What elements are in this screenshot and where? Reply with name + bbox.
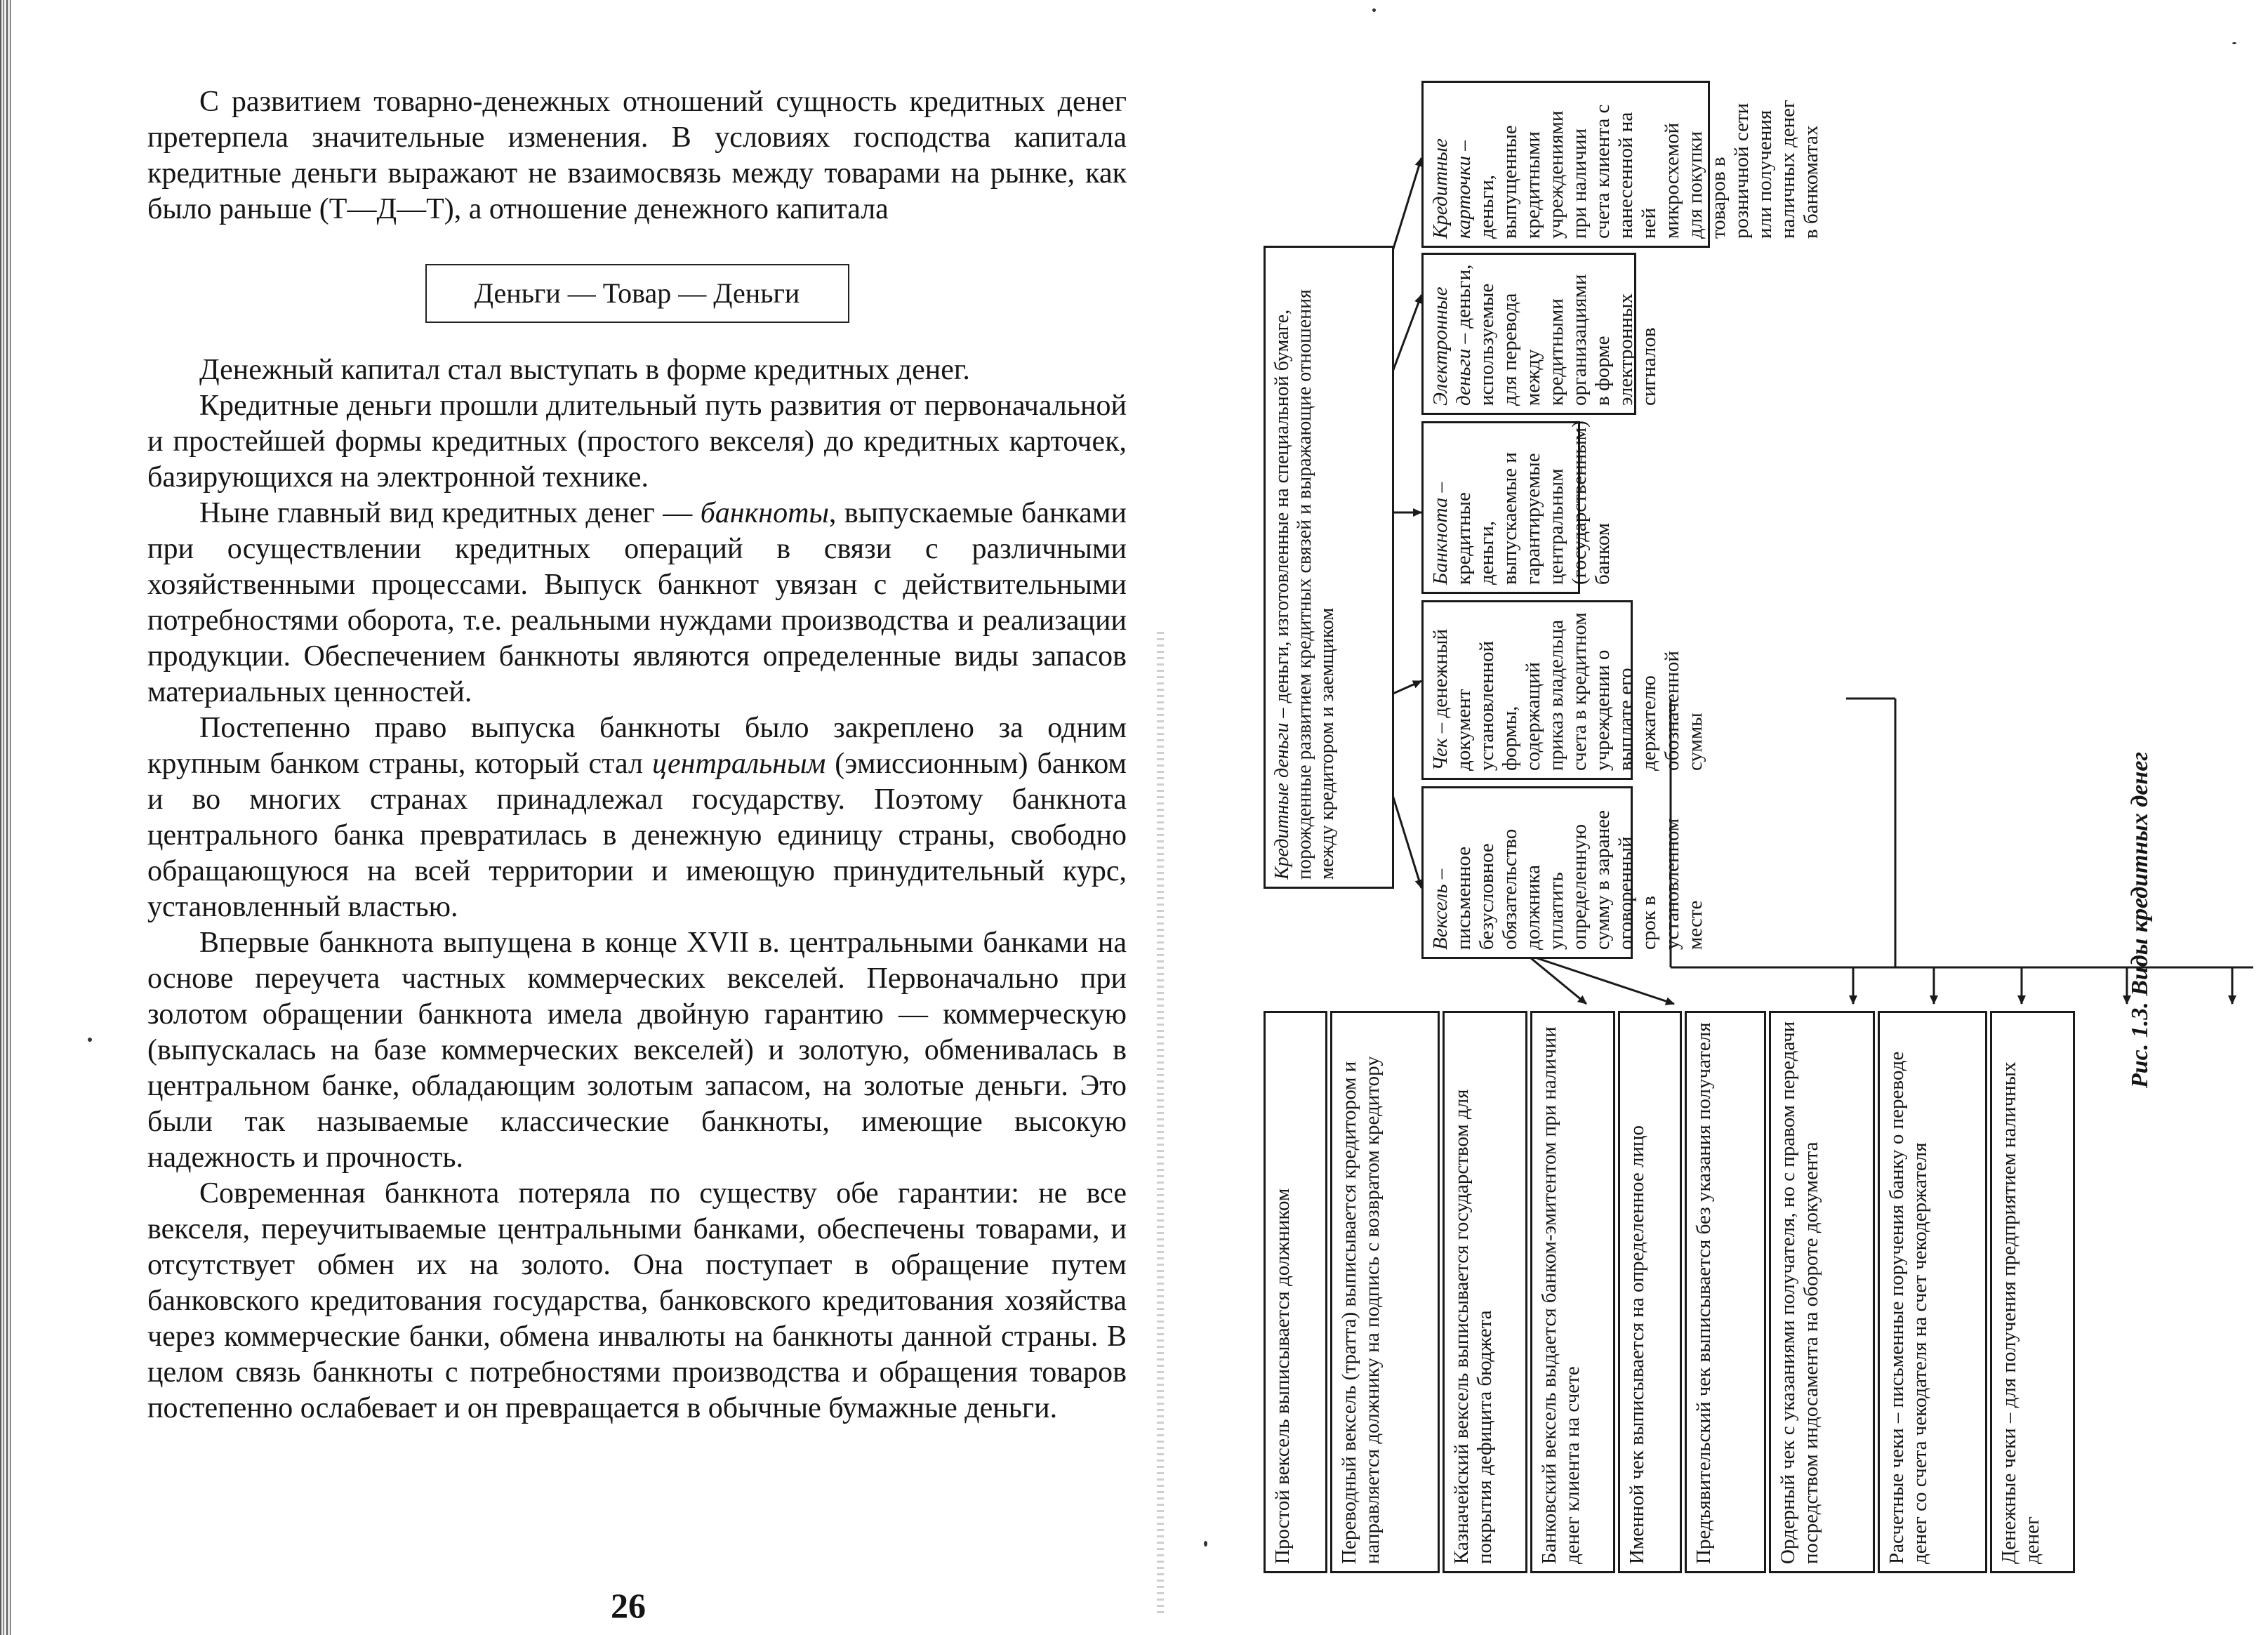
- paragraph-1: С развитием товарно-денежных отношений сущность кредитных денег претерпела значительные изменения. В условиях господства капитала кредитные деньги выражают не взаимосвязь между товарами на рынке, как было раньше (Т—Д—Т), а отношение денежного капитала: [147, 86, 1127, 225]
- subtype-box-4: Банковский вексель выдается банком-эмитентом при наличии денег клиента на счете: [1530, 1011, 1615, 1573]
- subtype-box-6: Предъявительский чек выписывается без указания получателя: [1685, 1011, 1766, 1573]
- type-box-banknote: Банкнота – кредитные деньги, выпускаемые и гарантируемые центральным (государственным) банком: [1421, 421, 1580, 594]
- type-box-bill: Вексель – письменное безусловное обязательство должника уплатить определенную сумму в заранее оговоренный срок в установленном месте: [1421, 786, 1633, 959]
- page-gutter: [1157, 632, 1164, 1615]
- term-banknotes: банкноты: [700, 497, 829, 529]
- type-box-electronic: Электронные деньги – деньги, используемые для перевода между кредитными организациями в форме электронных сигналов: [1421, 253, 1636, 415]
- paragraph-4: Ныне главный вид кредитных денег — банкноты, выпускаемые банками при осуществлении кредитных операций в связи с различными хозяйственными процессами. Выпуск банкнот увязан с действительными потребностями оборота, т.е. реальными нуждами производства и реализации продукции. Обеспечением банкноты являются определенные виды запасов материальных ценностей.: [147, 497, 1127, 708]
- root-text: – деньги, изготовленные на специальной бумаге, порожденные развитием кредитных связей и выражающие отношения между кредитором и заемщиком: [1271, 289, 1338, 880]
- subtype-box-3: Казначейский вексель выписывается государством для покрытия дефицита бюджета: [1443, 1011, 1527, 1573]
- page-number: 26: [611, 1586, 646, 1625]
- subtype-box-9: Денежные чеки – для получения предприятием наличных денег: [1990, 1011, 2075, 1573]
- type-box-cheque: Чек – денежный документ установленной формы, содержащий приказ владельца счета в кредитном учреждении о выплате его держателю обозначенной суммы: [1421, 600, 1633, 780]
- book-spine: [0, 0, 11, 1635]
- paragraph-5: Постепенно право выпуска банкноты было закреплено за одним крупным банком страны, который стал центральным (эмиссионным) банком и во многих странах принадлежал государству. Поэтому банкнота центрального банка превратилась в денежную единицу страны, свободно обращающуюся на всей территории и имеющую принудительный курс, установленный властью.: [147, 712, 1127, 923]
- subtype-box-1: Простой вексель выписывается должником: [1264, 1011, 1327, 1573]
- paragraph-3: Кредитные деньги прошли длительный путь развития от первоначальной и простейшей формы кредитных (простого векселя) до кредитных карточек, базирующихся на электронной технике.: [147, 390, 1127, 494]
- formula-box: Деньги — Товар — Деньги: [425, 264, 849, 323]
- subtype-box-2: Переводный вексель (тратта) выписывается кредитором и направляется должнику на подпись с возвратом кредитору: [1330, 1011, 1440, 1573]
- left-page-text: [147, 84, 1127, 1427]
- paragraph-7: Современная банкнота потеряла по существу обе гарантии: не все векселя, переучитываемые центральными банками, обеспечены товарами, и отсутствует обмен их на золото. Она поступает в обращение путем банковского кредитования государства, банковского кредитования хозяйства через коммерческие банки, обмена инвалюты на банкноты данной страны. В целом связь банкноты с потребностями производства и обращения товаров постепенно ослабевает и он превращается в обычные бумажные деньги.: [147, 1177, 1127, 1424]
- root-definition-box: [1264, 246, 1394, 889]
- scan-speck: [2232, 42, 2236, 44]
- root-term: Кредитные деньги: [1271, 722, 1293, 880]
- subtype-box-7: Ордерный чек с указаниями получателя, но с правом передачи посредством индосамента на обороте документа: [1769, 1011, 1875, 1573]
- scan-speck: [88, 1038, 92, 1042]
- paragraph-2: Денежный капитал стал выступать в форме кредитных денег.: [199, 354, 970, 386]
- scan-speck: [1372, 8, 1376, 12]
- subtype-box-5: Именной чек выписывается на определенное лицо: [1618, 1011, 1682, 1573]
- subtype-box-8: Расчетные чеки – письменные поручения банку о переводе денег со счета чекодателя на счет чекодержателя: [1878, 1011, 1987, 1573]
- scan-speck: [1204, 1541, 1207, 1547]
- paragraph-6: Впервые банкнота выпущена в конце XVII в. центральными банками на основе переучета частных коммерческих векселей. Первоначально при золотом обращении банкнота имела двойную гарантию — коммерческую (выпускалась на базе коммерческих векселей) и золотую, обменивалась в центральном банке, обладающим золотым запасом, на золотые деньги. Это были так называемые классические банкноты, имеющие высокую надежность и прочность.: [147, 927, 1127, 1174]
- type-box-credit-cards: Кредитные карточки – деньги, выпущенные кредитными учреждениями при наличии счета клиента с нанесенной на ней микросхемой для покупки товаров в розничной сети или получения наличных денег в банкоматах: [1421, 81, 1710, 248]
- term-central: центральным: [651, 748, 826, 780]
- figure-caption: Рис. 1.3. Виды кредитных денег: [2127, 752, 2153, 1088]
